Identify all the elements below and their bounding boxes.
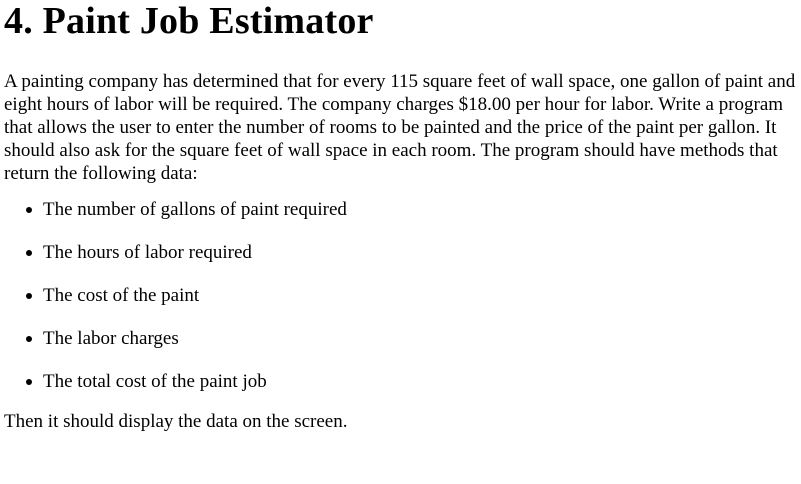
- list-item: [4, 198, 797, 221]
- list-item-text: The number of gallons of paint required: [43, 199, 347, 220]
- problem-description: A painting company has determined that for every 115 square feet of wall space, one gallon of paint and eight hours of labor will be required. The company charges $18.00 per hour for labor. Write a program that allows the user to enter the number of rooms to be painted and the price of the paint per gallon. It should also ask for the square feet of wall space in each room. The program should have methods that return the following data:: [4, 71, 796, 184]
- list-item-text: The hours of labor required: [43, 242, 252, 263]
- closing-instruction: Then it should display the data on the screen.: [4, 411, 348, 432]
- bullet-icon: [26, 207, 32, 213]
- list-item-text: The total cost of the paint job: [43, 371, 267, 392]
- bullet-icon: [26, 336, 32, 342]
- requirements-list: [4, 198, 797, 393]
- bullet-icon: [26, 250, 32, 256]
- list-item: [4, 284, 797, 307]
- list-item: [4, 327, 797, 350]
- list-item: [4, 241, 797, 264]
- bullet-icon: [26, 379, 32, 385]
- page-title: 4. Paint Job Estimator: [4, 0, 374, 42]
- bullet-icon: [26, 293, 32, 299]
- list-item: [4, 370, 797, 393]
- list-item-text: The cost of the paint: [43, 285, 200, 306]
- list-item-text: The labor charges: [43, 328, 179, 349]
